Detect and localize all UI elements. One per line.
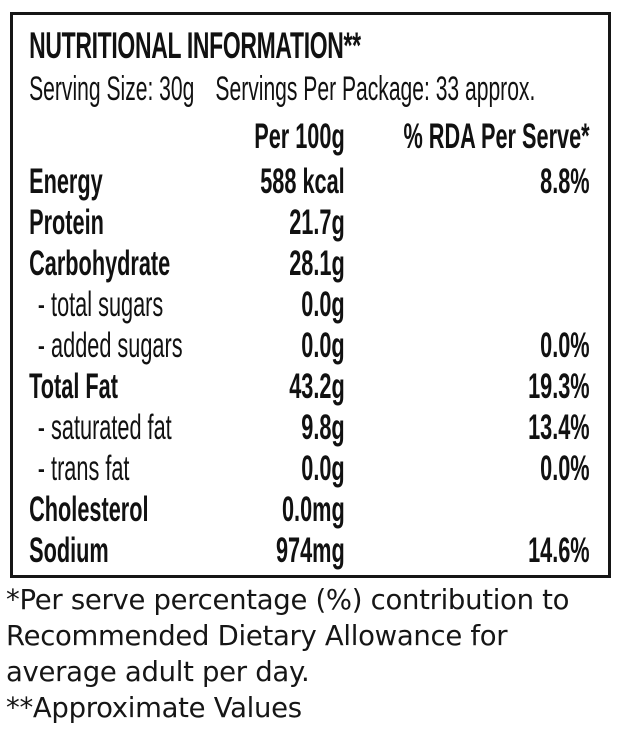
- rda-value: 14.6%: [528, 531, 590, 570]
- nutrient-name: - saturated fat: [37, 408, 172, 447]
- table-header-row: [29, 113, 589, 161]
- per-100g-value: 9.8g: [301, 408, 345, 447]
- footnote-line: average adult per day.: [6, 656, 310, 688]
- per-100g-value: 0.0g: [301, 449, 345, 488]
- nutrient-name: Total Fat: [29, 367, 118, 406]
- per-100g-value: 21.7g: [289, 203, 345, 242]
- table-row-cholesterol: [29, 489, 589, 530]
- column-header-per-100g: Per 100g: [254, 117, 345, 156]
- nutrition-panel: [10, 12, 611, 578]
- table-row-energy: [29, 161, 589, 202]
- nutrient-name: - added sugars: [37, 326, 183, 365]
- table-row-saturated-fat: [29, 407, 589, 448]
- nutrient-name: Cholesterol: [29, 490, 149, 529]
- nutrient-name: Carbohydrate: [29, 244, 171, 283]
- per-100g-value: 0.0g: [301, 285, 345, 324]
- panel-title: NUTRITIONAL INFORMATION**: [29, 25, 361, 66]
- table-row-protein: [29, 202, 589, 243]
- per-100g-value: 588 kcal: [260, 162, 345, 201]
- footnote-line: Recommended Dietary Allowance for: [6, 620, 508, 652]
- per-100g-value: 43.2g: [289, 367, 345, 406]
- table-row-total-fat: [29, 366, 589, 407]
- per-100g-value: 974mg: [275, 531, 345, 570]
- nutrient-name: - trans fat: [37, 449, 130, 488]
- rda-value: 19.3%: [528, 367, 590, 406]
- per-100g-value: 0.0mg: [281, 490, 345, 529]
- nutrient-name: Energy: [29, 162, 103, 201]
- rda-value: 0.0%: [540, 449, 590, 488]
- rda-value: 13.4%: [528, 408, 590, 447]
- table-row-carbohydrate: [29, 243, 589, 284]
- per-100g-value: 28.1g: [289, 244, 345, 283]
- footnote-line: **Approximate Values: [6, 692, 302, 724]
- footnotes: [6, 582, 620, 726]
- column-header-rda: % RDA Per Serve*: [403, 117, 590, 156]
- rda-value: 8.8%: [540, 162, 590, 201]
- serving-size: Serving Size: 30g: [29, 70, 195, 108]
- servings-per-package: Servings Per Package: 33 approx.: [215, 70, 536, 108]
- table-row-trans-fat: [29, 448, 589, 489]
- table-row-added-sugars: [29, 325, 589, 366]
- rda-value: 0.0%: [540, 326, 590, 365]
- panel-content: [13, 15, 608, 571]
- table-row-sodium: [29, 530, 589, 571]
- per-100g-value: 0.0g: [301, 326, 345, 365]
- serving-info: [29, 69, 589, 109]
- nutrient-name: Sodium: [29, 531, 109, 570]
- footnote-line: *Per serve percentage (%) contribution to: [6, 584, 570, 616]
- nutrient-name: Protein: [29, 203, 104, 242]
- nutrient-name: - total sugars: [37, 285, 164, 324]
- table-row-total-sugars: [29, 284, 589, 325]
